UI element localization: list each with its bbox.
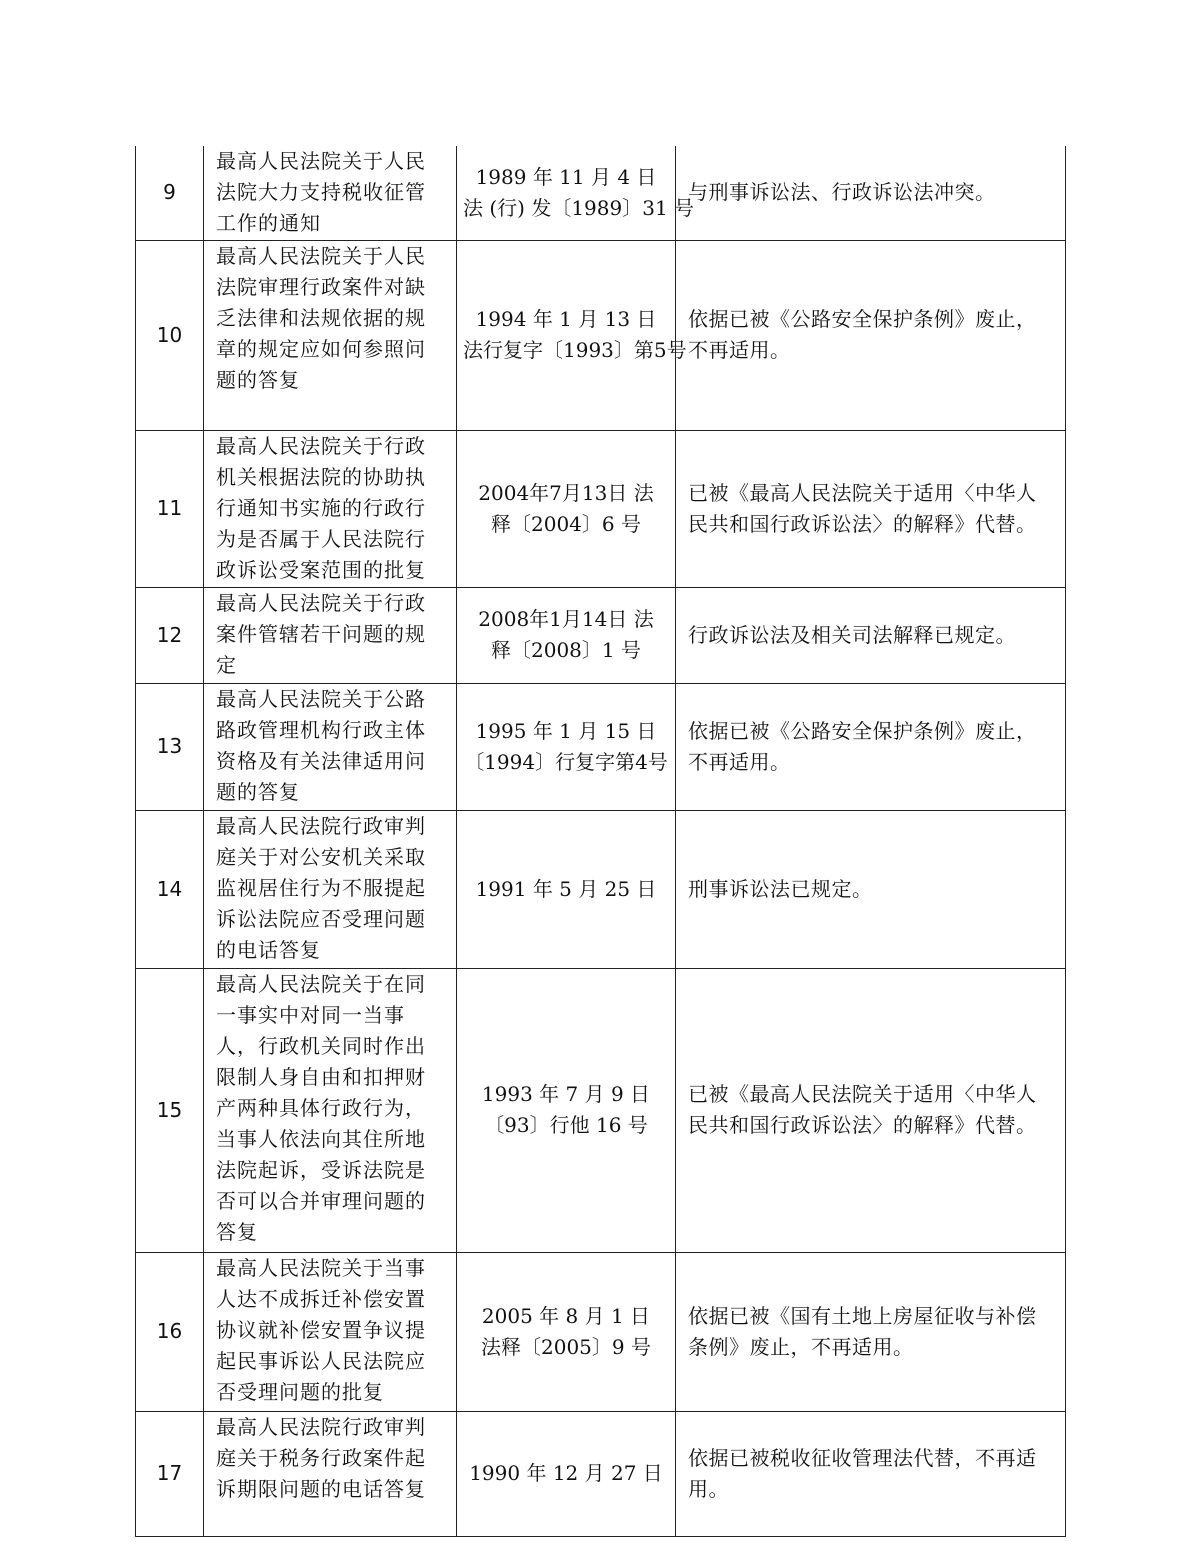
document-title-line: 诉期限问题的电话答复 [216, 1476, 426, 1501]
document-title-line: 人，行政机关同时作出 [216, 1033, 426, 1058]
issue-date-line: 〔1994〕行复字第4号 [464, 749, 668, 774]
document-title-line: 协议就补偿安置争议提 [216, 1317, 426, 1342]
row-number: 11 [136, 430, 204, 587]
table-row [136, 146, 1066, 240]
document-title [204, 587, 457, 683]
document-title-line: 最高人民法院行政审判 [216, 1414, 426, 1439]
table-row [136, 430, 1066, 587]
abolition-reason-line: 不再适用。 [688, 338, 791, 362]
issue-date [457, 146, 695, 240]
abolition-reason [676, 1252, 1066, 1411]
abolition-reason [676, 683, 1066, 810]
abolition-reason-line: 民共和国行政诉讼法〉的解释》代替。 [688, 1113, 1037, 1137]
row-number: 14 [136, 810, 204, 968]
abolition-reason [676, 810, 1066, 968]
row-number: 9 [136, 146, 204, 240]
document-title-line: 路政管理机构行政主体 [216, 717, 426, 742]
document-title-line: 当事人依法向其住所地 [216, 1126, 426, 1151]
table-row [136, 810, 1066, 968]
document-title [204, 240, 457, 430]
abolition-reason-line: 刑事诉讼法已规定。 [688, 876, 873, 901]
document-title-line: 最高人民法院关于公路 [216, 686, 426, 711]
abolition-reason-line: 不再适用。 [688, 749, 791, 774]
issue-date-line: 1991 年 5 月 25 日 [475, 876, 657, 901]
abolition-reason-line: 民共和国行政诉讼法〉的解释》代替。 [688, 511, 1037, 536]
issue-date-line: 2008年1月14日 法 [478, 607, 654, 631]
document-title-line: 的电话答复 [216, 937, 321, 962]
document-title-line: 最高人民法院关于行政 [216, 590, 426, 615]
abolition-reason [676, 1411, 1066, 1536]
document-title-line: 乏法律和法规依据的规 [216, 305, 426, 330]
abolition-reason-line: 依据已被《国有土地上房屋征收与补偿 [688, 1303, 1037, 1328]
document-title-line: 定 [216, 652, 237, 677]
abolition-reason [676, 587, 1066, 683]
table-row [136, 1252, 1066, 1411]
document-title-line: 政诉讼受案范围的批复 [216, 557, 426, 582]
issue-date-line: 〔93〕行他 16 号 [484, 1113, 648, 1137]
row-number: 15 [136, 968, 204, 1252]
document-title-line: 为是否属于人民法院行 [216, 526, 426, 551]
document-title-line: 人达不成拆迁补偿安置 [216, 1286, 426, 1311]
document-title-line: 最高人民法院关于行政 [216, 433, 426, 458]
document-title-line: 最高人民法院行政审判 [216, 813, 426, 838]
document-title-line: 法院审理行政案件对缺 [216, 274, 426, 299]
table-row [136, 968, 1066, 1252]
document-title-line: 法院大力支持税收征管 [216, 180, 426, 204]
issue-date-line: 2004年7月13日 法 [478, 480, 654, 505]
row-number: 13 [136, 683, 204, 810]
document-title-line: 限制人身自由和扣押财 [216, 1064, 426, 1089]
issue-date-line: 法释〔2005〕9 号 [481, 1334, 651, 1359]
document-title-line: 题的答复 [216, 779, 300, 804]
document-title [204, 810, 457, 968]
issue-date-line: 法行复字〔1993〕第5号 [463, 338, 687, 362]
document-title [204, 1411, 457, 1536]
issue-date [457, 240, 687, 430]
document-title-line: 章的规定应如何参照问 [216, 336, 426, 361]
document-title-line: 案件管辖若干问题的规 [216, 621, 426, 646]
row-number: 16 [136, 1252, 204, 1411]
issue-date [457, 587, 676, 683]
abolition-reason-line: 依据已被《公路安全保护条例》废止， [688, 307, 1037, 331]
table-row [136, 1411, 1066, 1536]
document-title-line: 行通知书实施的行政行 [216, 495, 426, 520]
issue-date [457, 1411, 676, 1536]
document-title-line: 机关根据法院的协助执 [216, 464, 426, 489]
abolition-reason-line: 用。 [688, 1476, 729, 1501]
regulation-table [135, 146, 1066, 1537]
issue-date [457, 810, 676, 968]
abolition-reason-line: 依据已被税收征收管理法代替，不再适 [688, 1445, 1037, 1470]
document-title [204, 968, 457, 1252]
abolition-reason-line: 已被《最高人民法院关于适用〈中华人 [688, 1082, 1037, 1106]
document-title-line: 否可以合并审理问题的 [216, 1188, 426, 1213]
abolition-reason-line: 依据已被《公路安全保护条例》废止， [688, 718, 1037, 743]
abolition-reason-line: 条例》废止，不再适用。 [688, 1334, 914, 1359]
issue-date [457, 683, 676, 810]
issue-date-line: 1995 年 1 月 15 日 [475, 718, 657, 743]
abolition-reason [676, 240, 1066, 430]
document-title-line: 一事实中对同一当事 [216, 1002, 405, 1027]
table-row [136, 683, 1066, 810]
issue-date-line: 释〔2008〕1 号 [491, 638, 641, 662]
issue-date [457, 968, 676, 1252]
document-title-line: 最高人民法院关于当事 [216, 1255, 426, 1280]
issue-date-line: 1994 年 1 月 13 日 [475, 307, 657, 331]
abolition-reason [676, 146, 1066, 240]
document-title-line: 起民事诉讼人民法院应 [216, 1348, 426, 1373]
issue-date-line: 2005 年 8 月 1 日 [481, 1303, 651, 1328]
abolition-reason-line: 行政诉讼法及相关司法解释已规定。 [688, 622, 1016, 647]
document-title-line: 答复 [216, 1219, 258, 1244]
document-title [204, 683, 457, 810]
document-title-line: 庭关于税务行政案件起 [216, 1445, 426, 1470]
issue-date-line: 1990 年 12 月 27 日 [469, 1461, 663, 1485]
issue-date-line: 1993 年 7 月 9 日 [481, 1082, 651, 1106]
issue-date-line: 1989 年 11 月 4 日 [475, 164, 657, 189]
issue-date [457, 1252, 676, 1411]
document-title-line: 产两种具体行政行为， [216, 1095, 426, 1120]
document-title-line: 资格及有关法律适用问 [216, 748, 426, 773]
abolition-reason-line: 与刑事诉讼法、行政诉讼法冲突。 [688, 180, 996, 205]
document-title [204, 430, 457, 587]
document-title-line: 最高人民法院关于在同 [216, 971, 426, 996]
document-title-line: 庭关于对公安机关采取 [216, 844, 426, 869]
document-title-line: 法院起诉，受诉法院是 [216, 1157, 426, 1182]
abolition-reason-line: 已被《最高人民法院关于适用〈中华人 [688, 480, 1037, 505]
row-number: 17 [136, 1411, 204, 1536]
document-title-line: 工作的通知 [216, 211, 321, 235]
document-title [204, 1252, 457, 1411]
table-row [136, 587, 1066, 683]
row-number: 12 [136, 587, 204, 683]
table-row [136, 240, 1066, 430]
abolition-reason [676, 968, 1066, 1252]
document-title-line: 否受理问题的批复 [216, 1379, 384, 1404]
document-title [204, 146, 457, 240]
row-number: 10 [136, 240, 204, 430]
document-title-line: 监视居住行为不服提起 [216, 875, 426, 900]
document-title-line: 最高人民法院关于人民 [216, 243, 426, 268]
issue-date-line: 法 (行) 发〔1989〕31 号 [463, 195, 695, 220]
issue-date-line: 释〔2004〕6 号 [491, 511, 641, 536]
issue-date [457, 430, 676, 587]
document-title-line: 最高人民法院关于人民 [216, 149, 426, 173]
document-title-line: 题的答复 [216, 367, 300, 392]
abolition-reason [676, 430, 1066, 587]
document-title-line: 诉讼法院应否受理问题 [216, 906, 426, 931]
table-body [136, 146, 1066, 1536]
